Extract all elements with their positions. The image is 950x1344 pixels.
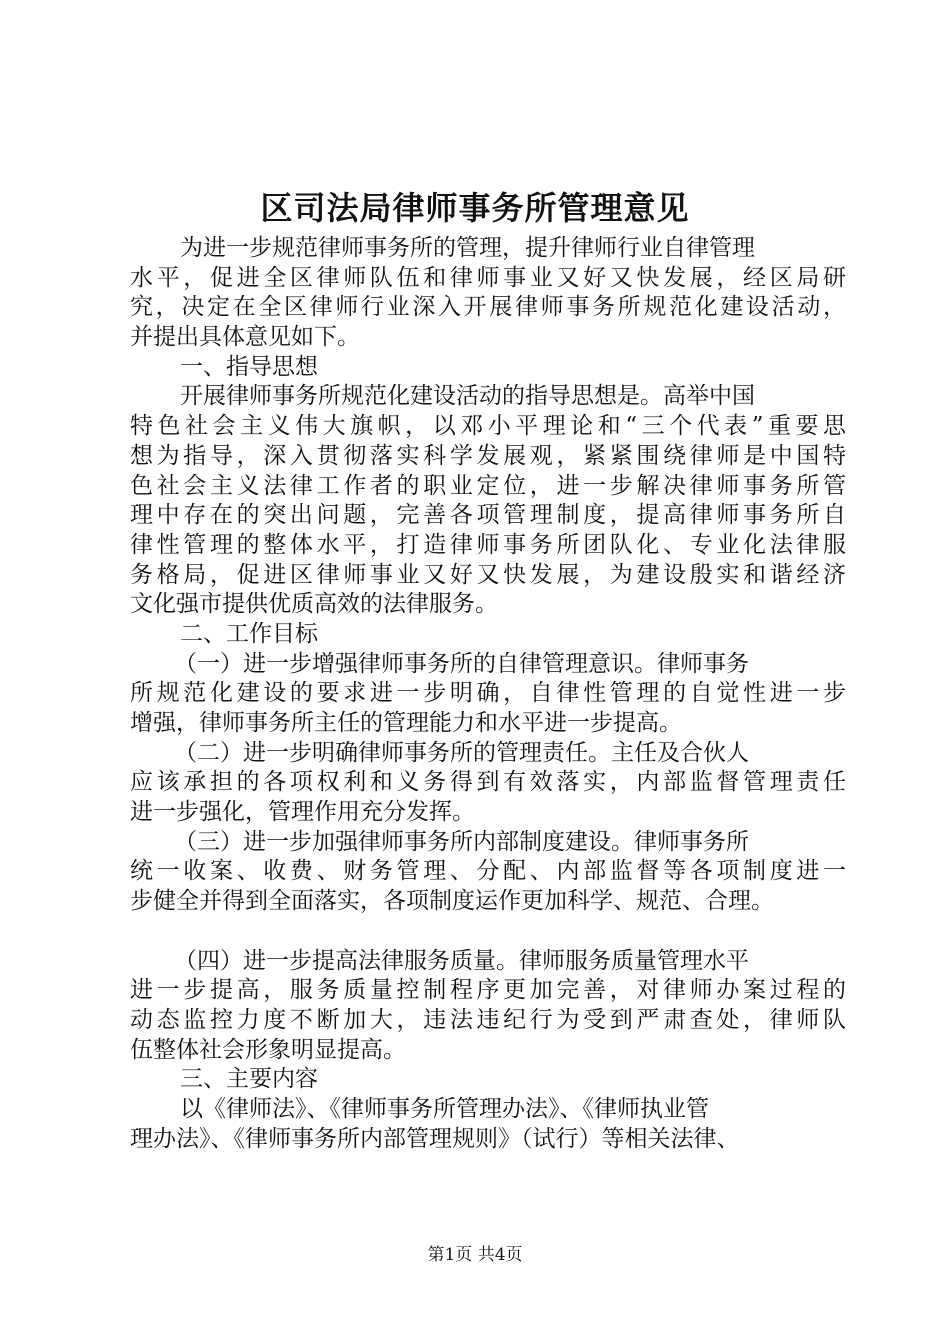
body-line: 理中存在的突出问题，完善各项管理制度，提高律师事务所自 [130, 502, 846, 529]
body-line: 想为指导，深入贯彻落实科学发展观，紧紧围绕律师是中国特 [130, 442, 846, 469]
body-line: 动态监控力度不断加大，违法违纪行为受到严肃查处，律师队 [130, 1006, 846, 1033]
body-line: 务格局，促进区律师事业又好又快发展，为建设殷实和谐经济 [130, 561, 846, 588]
section-heading: 一、指导思想 [180, 353, 318, 380]
body-line: 统一收案、收费、财务管理、分配、内部监督等各项制度进一 [130, 858, 846, 885]
body-line: 应该承担的各项权利和义务得到有效落实，内部监督管理责任 [130, 769, 846, 796]
body-line: （四）进一步提高法律服务质量。律师服务质量管理水平 [174, 947, 749, 974]
body-line: （一）进一步增强律师事务所的自律管理意识。律师事务 [174, 650, 749, 677]
body-line: 进一步提高，服务质量控制程序更加完善，对律师办案过程的 [130, 977, 846, 1004]
body-line: 伍整体社会形象明显提高。 [130, 1036, 406, 1063]
body-line: 进一步强化，管理作用充分发挥。 [130, 799, 475, 826]
body-line: 开展律师事务所规范化建设活动的指导思想是。高举中国 [180, 383, 755, 410]
body-line: 步健全并得到全面落实，各项制度运作更加科学、规范、合理。 [130, 888, 774, 915]
body-line: 究，决定在全区律师行业深入开展律师事务所规范化建设活动， [130, 294, 846, 321]
body-line: 律性管理的整体水平，打造律师事务所团队化、专业化法律服 [130, 531, 846, 558]
body-line: （二）进一步明确律师事务所的管理责任。主任及合伙人 [174, 739, 749, 766]
body-line: （三）进一步加强律师事务所内部制度建设。律师事务所 [174, 828, 749, 855]
document-body [130, 234, 846, 1154]
page-footer: 第1页 共4页 [427, 1245, 523, 1265]
body-line: 为进一步规范律师事务所的管理，提升律师行业自律管理 [180, 235, 755, 261]
body-line: 文化强市提供优质高效的法律服务。 [130, 591, 498, 618]
section-heading: 三、主要内容 [180, 1066, 318, 1093]
document-title: 区司法局律师事务所管理意见 [260, 189, 690, 227]
body-line: 所规范化建设的要求进一步明确，自律性管理的自觉性进一步 [130, 680, 846, 707]
body-line: 增强，律师事务所主任的管理能力和水平进一步提高。 [130, 710, 682, 736]
blank-line [130, 917, 846, 947]
body-line: 水平，促进全区律师队伍和律师事业又好又快发展，经区局研 [130, 264, 846, 291]
body-line: 并提出具体意见如下。 [130, 324, 360, 351]
body-line: 以《律师法》、《律师事务所管理办法》、《律师执业管 [180, 1095, 709, 1122]
section-heading: 二、工作目标 [180, 620, 318, 647]
body-line: 理办法》、《律师事务所内部管理规则》（试行）等相关法律、 [130, 1125, 740, 1152]
body-line: 特色社会主义伟大旗帜，以邓小平理论和“三个代表”重要思 [130, 413, 846, 440]
body-line: 色社会主义法律工作者的职业定位，进一步解决律师事务所管 [130, 472, 846, 499]
